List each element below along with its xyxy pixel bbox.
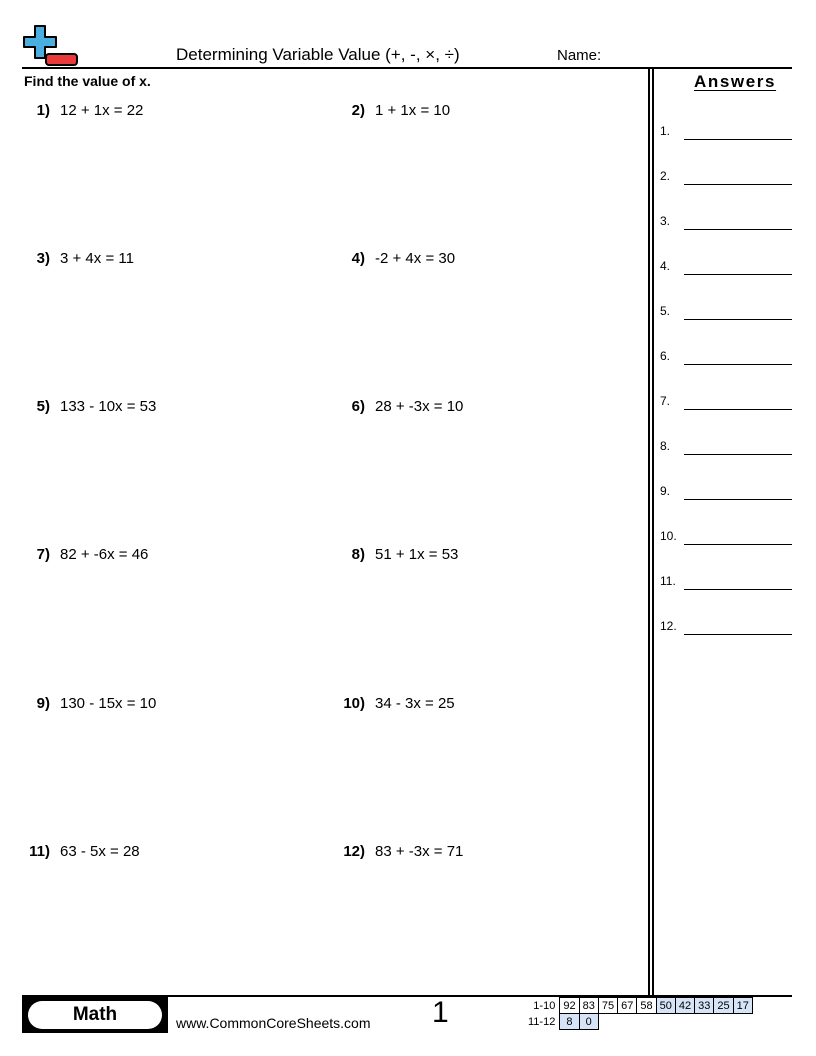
answer-label: 9. <box>660 484 671 498</box>
problem-equation: 1 + 1x = 10 <box>375 102 451 119</box>
score-cell: 17 <box>733 998 752 1014</box>
name-label: Name: <box>557 47 602 64</box>
problem-4 <box>339 250 455 267</box>
answer-line <box>684 364 792 365</box>
score-cell: 75 <box>598 998 617 1014</box>
score-row <box>528 1014 752 1030</box>
problem-equation: 83 + -3x = 71 <box>375 843 464 860</box>
top-rule <box>22 67 792 69</box>
answer-line <box>684 589 792 590</box>
column-divider <box>648 69 650 995</box>
problem-number: 1) <box>36 102 50 119</box>
problem-3 <box>24 250 134 267</box>
score-cell: 67 <box>618 998 637 1014</box>
score-cell: 8 <box>560 1014 579 1030</box>
footer-url[interactable]: www.CommonCoreSheets.com <box>176 1015 371 1031</box>
answer-blank-2[interactable] <box>660 165 792 185</box>
score-cell: 50 <box>656 998 675 1014</box>
score-row-label: 1-10 <box>533 999 556 1012</box>
answer-line <box>684 454 792 455</box>
page-number: 1 <box>432 996 449 1029</box>
problem-number: 3) <box>36 250 50 267</box>
answer-line <box>684 139 792 140</box>
answer-label: 5. <box>660 304 671 318</box>
subject-badge <box>22 997 168 1033</box>
problem-equation: 133 - 10x = 53 <box>60 398 157 415</box>
score-cell: 25 <box>714 998 733 1014</box>
problem-number: 5) <box>36 398 50 415</box>
answer-label: 3. <box>660 214 671 228</box>
problem-number: 2) <box>351 102 365 119</box>
answer-line <box>684 319 792 320</box>
answer-line <box>684 634 792 635</box>
problem-number: 4) <box>351 250 365 267</box>
answer-blank-7[interactable] <box>660 390 792 410</box>
score-cell: 0 <box>579 1014 598 1030</box>
answer-label: 11. <box>660 574 676 588</box>
problem-equation: 12 + 1x = 22 <box>60 102 144 119</box>
answer-label: 1. <box>660 124 671 138</box>
problem-7 <box>24 546 148 563</box>
score-cell: 33 <box>695 998 714 1014</box>
problem-9 <box>24 695 156 712</box>
plus-minus-logo-icon <box>22 24 80 68</box>
instructions: Find the value of x. <box>24 73 151 89</box>
answer-line <box>684 409 792 410</box>
answers-heading: Answers <box>694 72 777 91</box>
problem-2 <box>339 102 450 119</box>
worksheet-title: Determining Variable Value (+, -, ×, ÷) <box>176 45 460 64</box>
problem-number: 6) <box>351 398 365 415</box>
answer-blank-8[interactable] <box>660 435 792 455</box>
problem-number: 12) <box>343 843 365 860</box>
answer-label: 6. <box>660 349 671 363</box>
answer-line <box>684 184 792 185</box>
answer-label: 4. <box>660 259 671 273</box>
answer-blank-11[interactable] <box>660 570 792 590</box>
problem-equation: 51 + 1x = 53 <box>375 546 459 563</box>
answer-label: 8. <box>660 439 671 453</box>
answer-label: 7. <box>660 394 671 408</box>
problem-number: 7) <box>36 546 50 563</box>
column-divider <box>652 69 654 995</box>
problem-number: 9) <box>36 695 50 712</box>
problem-1 <box>24 102 143 119</box>
problem-equation: -2 + 4x = 30 <box>375 250 456 267</box>
answer-blank-12[interactable] <box>660 615 792 635</box>
problem-equation: 28 + -3x = 10 <box>375 398 464 415</box>
score-cell: 92 <box>560 998 579 1014</box>
answer-line <box>684 499 792 500</box>
problem-equation: 3 + 4x = 11 <box>60 250 134 267</box>
problem-8 <box>339 546 458 563</box>
answer-blank-5[interactable] <box>660 300 792 320</box>
problem-12 <box>339 843 463 860</box>
problem-equation: 34 - 3x = 25 <box>375 695 455 712</box>
problem-number: 11) <box>29 843 50 860</box>
answer-blank-1[interactable] <box>660 120 792 140</box>
problem-10 <box>339 695 455 712</box>
answer-blank-4[interactable] <box>660 255 792 275</box>
score-table <box>528 997 753 1030</box>
answer-line <box>684 544 792 545</box>
score-cell: 83 <box>579 998 598 1014</box>
answer-blank-9[interactable] <box>660 480 792 500</box>
answer-label: 10. <box>660 529 677 543</box>
answer-line <box>684 229 792 230</box>
answer-blank-6[interactable] <box>660 345 792 365</box>
subject-label: Math <box>28 1001 162 1029</box>
answer-label: 12. <box>660 619 677 633</box>
answer-blank-3[interactable] <box>660 210 792 230</box>
problem-11 <box>24 843 140 860</box>
score-row <box>528 998 752 1014</box>
problem-equation: 63 - 5x = 28 <box>60 843 140 860</box>
problem-number: 10) <box>343 695 365 712</box>
score-cell: 58 <box>637 998 656 1014</box>
problem-equation: 82 + -6x = 46 <box>60 546 149 563</box>
answer-label: 2. <box>660 169 671 183</box>
score-row-label: 11-12 <box>528 1015 556 1028</box>
problem-number: 8) <box>351 546 365 563</box>
problem-5 <box>24 398 156 415</box>
answer-blank-10[interactable] <box>660 525 792 545</box>
problem-6 <box>339 398 463 415</box>
score-cell: 42 <box>675 998 694 1014</box>
problem-equation: 130 - 15x = 10 <box>60 695 157 712</box>
answer-line <box>684 274 792 275</box>
